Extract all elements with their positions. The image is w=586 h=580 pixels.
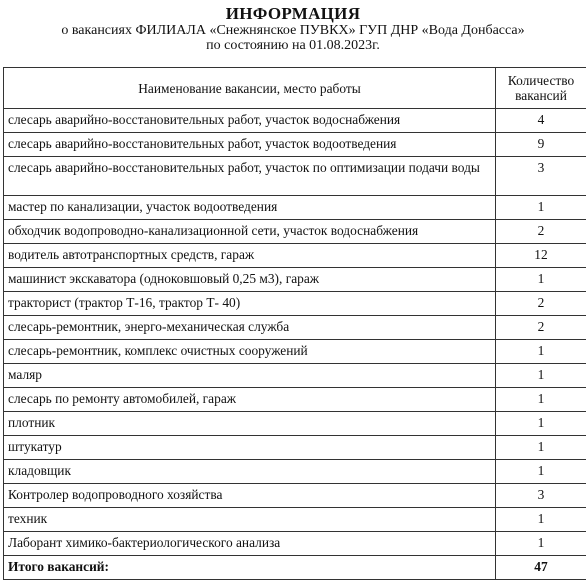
table-row — [4, 268, 586, 292]
vacancy-count: 3 — [496, 157, 586, 196]
vacancy-name: кладовщик — [4, 460, 496, 484]
vacancy-name: плотник — [4, 412, 496, 436]
vacancy-count: 2 — [496, 292, 586, 316]
document-date: по состоянию на 01.08.2023г. — [0, 38, 586, 53]
vacancy-count: 1 — [496, 340, 586, 364]
vacancy-count: 2 — [496, 220, 586, 244]
table-row — [4, 484, 586, 508]
table-row — [4, 436, 586, 460]
table-row — [4, 220, 586, 244]
vacancies-table — [3, 67, 586, 580]
vacancy-name: маляр — [4, 364, 496, 388]
table-row — [4, 412, 586, 436]
vacancy-count: 9 — [496, 133, 586, 157]
table-row — [4, 196, 586, 220]
table-row — [4, 244, 586, 268]
vacancy-count: 1 — [496, 460, 586, 484]
vacancy-count: 1 — [496, 412, 586, 436]
vacancy-count: 1 — [496, 268, 586, 292]
table-row — [4, 340, 586, 364]
table-row — [4, 109, 586, 133]
vacancy-count: 1 — [496, 508, 586, 532]
vacancy-name: слесарь-ремонтник, комплекс очистных сооружений — [4, 340, 496, 364]
vacancy-name: техник — [4, 508, 496, 532]
column-header-count: Количество вакансий — [496, 68, 586, 109]
table-row — [4, 364, 586, 388]
vacancy-name: слесарь аварийно-восстановительных работ, участок по оптимизации подачи воды — [4, 157, 496, 196]
document-subtitle: о вакансиях ФИЛИАЛА «Снежнянское ПУВКХ» ГУП ДНР «Вода Донбасса» — [0, 23, 586, 38]
table-row — [4, 133, 586, 157]
vacancy-name: мастер по канализации, участок водоотведения — [4, 196, 496, 220]
vacancy-name: слесарь аварийно-восстановительных работ, участок водоснабжения — [4, 109, 496, 133]
vacancy-name: обходчик водопроводно-канализационной сети, участок водоснабжения — [4, 220, 496, 244]
document-title: ИНФОРМАЦИЯ — [0, 4, 586, 23]
table-row — [4, 532, 586, 556]
vacancy-name: Лаборант химико-бактериологического анализа — [4, 532, 496, 556]
table-row — [4, 508, 586, 532]
vacancy-count: 12 — [496, 244, 586, 268]
table-row — [4, 292, 586, 316]
vacancy-count: 1 — [496, 196, 586, 220]
vacancy-count: 1 — [496, 388, 586, 412]
vacancy-name: машинист экскаватора (одноковшовый 0,25 м3), гараж — [4, 268, 496, 292]
table-header-row — [4, 68, 586, 109]
vacancy-count: 1 — [496, 436, 586, 460]
vacancy-name: Контролер водопроводного хозяйства — [4, 484, 496, 508]
vacancy-name: слесарь аварийно-восстановительных работ, участок водоотведения — [4, 133, 496, 157]
vacancy-name: водитель автотранспортных средств, гараж — [4, 244, 496, 268]
vacancy-name: штукатур — [4, 436, 496, 460]
total-value: 47 — [496, 556, 586, 580]
vacancy-name: слесарь по ремонту автомобилей, гараж — [4, 388, 496, 412]
table-total-row — [4, 556, 586, 580]
table-row — [4, 460, 586, 484]
document-header — [0, 4, 586, 53]
table-row — [4, 316, 586, 340]
vacancy-name: тракторист (трактор Т-16, трактор Т- 40) — [4, 292, 496, 316]
vacancy-count: 1 — [496, 364, 586, 388]
vacancy-count: 2 — [496, 316, 586, 340]
vacancy-count: 1 — [496, 532, 586, 556]
column-header-name: Наименование вакансии, место работы — [4, 68, 496, 109]
vacancy-name: слесарь-ремонтник, энерго-механическая служба — [4, 316, 496, 340]
vacancy-count: 4 — [496, 109, 586, 133]
table-row — [4, 388, 586, 412]
vacancy-count: 3 — [496, 484, 586, 508]
total-label: Итого вакансий: — [4, 556, 496, 580]
table-row — [4, 157, 586, 196]
